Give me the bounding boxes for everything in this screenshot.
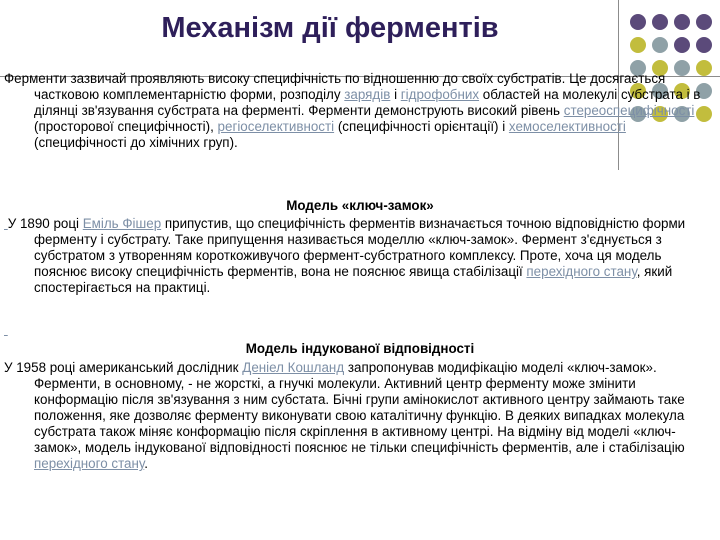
text-run: припустив, що специфічність ферментів визначається точною відповідністю форми ферменту і субстрату. Таке припущення називається моделлю «ключ-замок». Фермент з'єднується з субстратом з утворенням короткоживучого фермент-субстратного комплексу. Проте, хоча ця модель пояснює високу специфічність ферментів, вона не пояснює явища стабілізації (34, 216, 686, 279)
decorative-dot (696, 14, 712, 30)
text-run: . (144, 456, 148, 471)
text-run: У 1958 році американський дослідник (4, 360, 243, 375)
text-run: , який спостерігається на практиці. (34, 264, 673, 295)
decorative-dot (630, 14, 646, 30)
text-run: Ферменти зазвичай проявляють високу специфічність по відношенню до своїх субстратів. Це досягається частковою комплементарністю форми, розподілу (4, 71, 666, 102)
link-chemoselectivity[interactable]: хемоселективності (508, 119, 626, 134)
page-title: Механізм дії ферментів (161, 12, 499, 44)
decorative-dot (674, 37, 690, 53)
section-heading-induced-fit: Модель індукованої відповідності (245, 341, 475, 356)
link-regioselectivity[interactable]: регіоселективності (217, 119, 335, 134)
section-heading-lock-and-key: Модель «ключ-замок» (286, 198, 434, 213)
lock-and-key-paragraph (4, 216, 716, 296)
decorative-dot (652, 14, 668, 30)
empty-line (4, 322, 716, 338)
link-stereospecificity[interactable]: стереоспецифічності (563, 103, 695, 118)
link-charges[interactable]: зарядів (344, 87, 391, 102)
text-run: (специфічності орієнтації) і (334, 119, 509, 134)
link-transition-state[interactable]: перехідного стану (34, 456, 145, 471)
link-transition-state[interactable]: перехідного стану (526, 264, 637, 279)
bullet-marker (4, 322, 8, 337)
text-run: запропонував модифікацію моделі «ключ-замок». Ферменти, в основному, - не жорсткі, а гнучкі молекули. Активний центр ферменту може змінити конформацію після зв'язування з ним субстата. Бічні групи амінокислот активного центру займають таке положення, яке дозволяє ферменту виконувати свою каталітичну функцію. В деяких випадках молекула субстрата також міняє конформацію після скріплення в активному центрі. На відміну від моделі «ключ-замок», модель індукованої відповідності пояснює не тільки специфічність ферментів, але і стабілізацію (34, 360, 685, 455)
link-emil-fischer[interactable]: Еміль Фішер (82, 216, 162, 231)
decorative-dot (652, 37, 668, 53)
link-daniel-koshland[interactable]: Деніел Кошланд (242, 360, 345, 375)
decorative-dot (630, 37, 646, 53)
induced-fit-paragraph (4, 360, 716, 472)
text-run: (специфічності до хімічних груп). (34, 135, 238, 150)
text-run: (просторової специфічності), (34, 119, 218, 134)
text-run: У 1890 році (7, 216, 83, 231)
intro-paragraph (4, 71, 716, 151)
decorative-dot (674, 14, 690, 30)
text-run: і (390, 87, 401, 102)
text-run: областей на молекулі субстрата і в ділянці зв'язування субстрата на ферменті. Ферменти демонструють високий рівень (34, 87, 701, 118)
link-hydrophobic[interactable]: гідрофобних (400, 87, 480, 102)
decorative-dot (696, 37, 712, 53)
